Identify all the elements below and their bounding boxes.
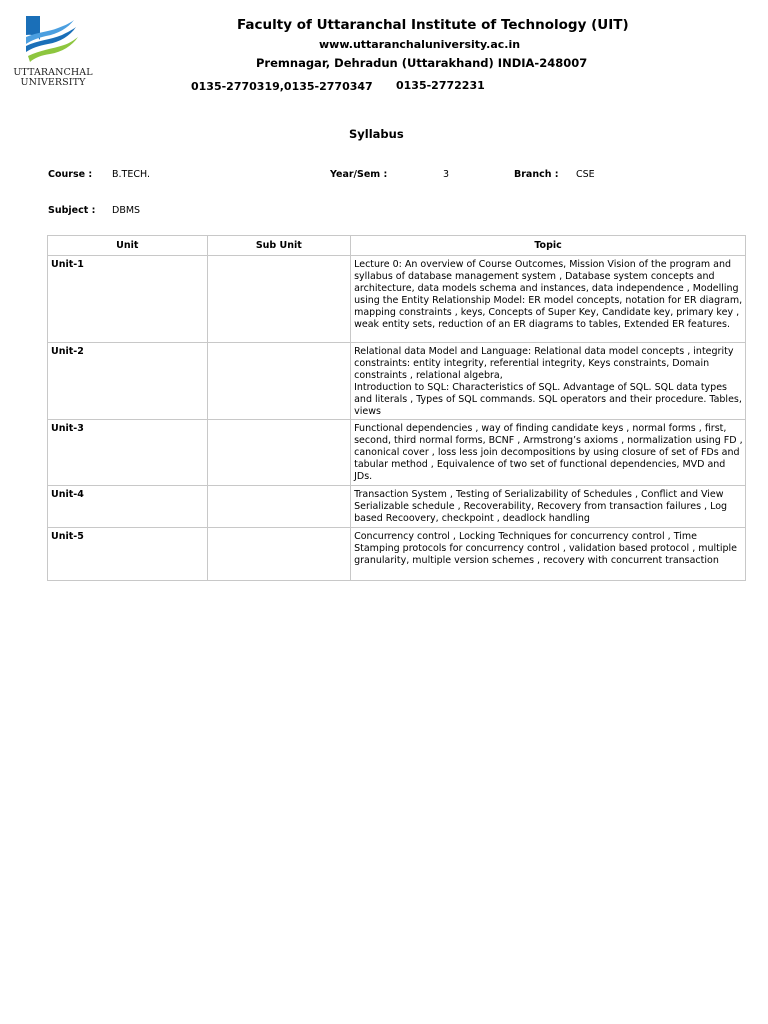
course-label: Course : — [48, 169, 93, 180]
header-sub-unit: Sub Unit — [208, 236, 352, 256]
subject-label: Subject : — [48, 205, 96, 216]
logo-emblem-icon — [22, 14, 82, 66]
phone-number-2: 0135-2772231 — [396, 79, 485, 92]
table-row — [48, 256, 745, 343]
table-row — [48, 420, 745, 486]
sub-unit-cell — [208, 486, 352, 528]
table-row — [48, 343, 745, 420]
course-value: B.TECH. — [112, 169, 150, 180]
university-logo — [10, 14, 96, 92]
sub-unit-cell — [208, 343, 352, 420]
unit-cell: Unit-1 — [48, 256, 208, 343]
yearsem-value: 3 — [443, 169, 450, 180]
table-row — [48, 486, 745, 528]
table-header-row — [48, 236, 745, 256]
sub-unit-cell — [208, 528, 352, 580]
header-topic: Topic — [351, 236, 745, 256]
yearsem-label: Year/Sem : — [330, 169, 388, 180]
syllabus-table — [47, 235, 746, 581]
topic-cell: Relational data Model and Language: Relational data model concepts , integrity constraints: entity integrity, referential integrity, Keys constraints, Domain constraints , relational algebra, Introduction to SQL: Characteristics of SQL. Advantage of SQL. SQL data types and literals , Types of SQL commands. SQL operators and their procedure. Tables, views — [351, 343, 745, 420]
logo-text-line1: UTTARANCHAL — [13, 67, 93, 78]
topic-cell: Transaction System , Testing of Serializability of Schedules , Conflict and View Serializable schedule , Recoverability, Recovery from transaction failures , Log based Recoovery, checkpoint , deadlock handling — [351, 486, 745, 528]
sub-unit-cell — [208, 256, 352, 343]
header-unit: Unit — [48, 236, 208, 256]
address-text: Premnagar, Dehradun (Uttarakhand) INDIA-248007 — [256, 56, 588, 70]
unit-cell: Unit-3 — [48, 420, 208, 486]
unit-cell: Unit-2 — [48, 343, 208, 420]
page-title: Syllabus — [349, 127, 404, 141]
logo-text-line2: UNIVERSITY — [20, 77, 86, 88]
branch-label: Branch : — [514, 169, 559, 180]
branch-value: CSE — [576, 169, 595, 180]
sub-unit-cell — [208, 420, 352, 486]
topic-cell: Lecture 0: An overview of Course Outcomes, Mission Vision of the program and syllabus of database management system , Database system concepts and architecture, data models schema and instances, data independence , Modelling using the Entity Relationship Model: ER model concepts, notation for ER diagram, mapping constraints , keys, Concepts of Super Key, Candidate key, primary key , weak entity sets, reduction of an ER diagrams to tables, Extended ER features. — [351, 256, 745, 343]
website-text: www.uttaranchaluniversity.ac.in — [319, 38, 521, 51]
unit-cell: Unit-5 — [48, 528, 208, 580]
topic-cell: Concurrency control , Locking Techniques for concurrency control , Time Stamping protocols for concurrency control , validation based protocol , multiple granularity, multiple version schemes , recovery with concurrent transaction — [354, 530, 738, 566]
subject-value: DBMS — [112, 205, 141, 216]
unit-cell: Unit-4 — [48, 486, 208, 528]
phone-numbers: 0135-2770319,0135-2770347 — [191, 80, 373, 93]
topic-cell: Functional dependencies , way of finding candidate keys , normal forms , first, second, third normal forms, BCNF , Armstrong’s axioms , normalization using FD , canonical cover , loss less join decompositions by using closure of set of FDs and tabular method , Equivalence of two set of functional dependencies, MVD and JDs. — [351, 420, 745, 486]
table-row — [48, 528, 745, 580]
institute-name: Faculty of Uttaranchal Institute of Technology (UIT) — [237, 17, 629, 33]
